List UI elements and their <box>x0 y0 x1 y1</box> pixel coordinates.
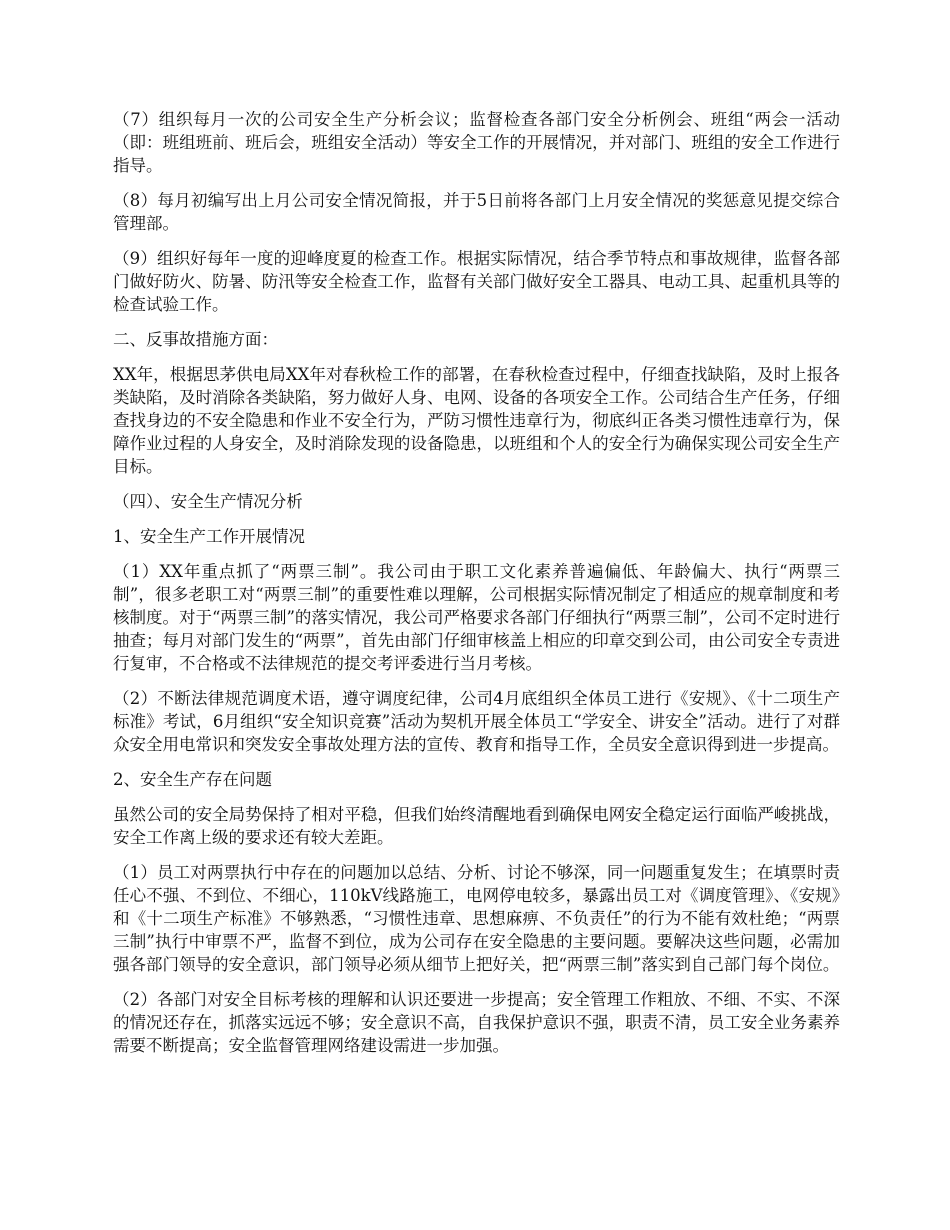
paragraph-problem-1: （1）员工对两票执行中存在的问题加以总结、分析、讨论不够深，同一问题重复发生；在填票时责任心不强、不到位、不细心，110kV线路施工，电网停电较多，暴露出员工对《调度管理》、《安规》和《十二项生产标准》不够熟悉，“习惯性违章、思想麻痹、不负责任”的行为不能有效杜绝；“两票三制”执行中审票不严，监督不到位，成为公司存在安全隐患的主要问题。要解决这些问题，必需加强各部门领导的安全意识，部门领导必须从细节上把好关，把“两票三制”落实到自己部门每个岗位。 <box>113 863 840 974</box>
subheading-work-progress: 1、安全生产工作开展情况 <box>113 527 305 546</box>
paragraph-problem-2: （2）各部门对安全目标考核的理解和认识还要进一步提高；安全管理工作粗放、不细、不实、不深的情况还存在，抓落实远远不够；安全意识不高，自我保护意识不强，职责不清，员工安全业务素养需要不断提高；安全监督管理网络建设需进一步加强。 <box>113 990 840 1055</box>
document-body <box>113 108 840 1069</box>
section-heading-anti-accident: 二、反事故措施方面： <box>113 330 278 349</box>
paragraph-item-9: （9）组织好每年一度的迎峰度夏的检查工作。根据实际情况，结合季节特点和事故规律，监督各部门做好防火、防暑、防汛等安全检查工作，监督有关部门做好安全工器具、电动工具、起重机具等的检查试验工作。 <box>113 249 840 314</box>
section-heading-safety-analysis: （四）、安全生产情况分析 <box>113 492 303 511</box>
paragraph-anti-accident: XX年，根据思茅供电局XX年对春秋检工作的部署，在春秋检查过程中，仔细查找缺陷，及时上报各类缺陷，及时消除各类缺陷，努力做好人身、电网、设备的各项安全工作。公司结合生产任务，仔细查找身边的不安全隐患和作业不安全行为，严防习惯性违章行为，彻底纠正各类习惯性违章行为，保障作业过程的人身安全，及时消除发现的设备隐患，以班组和个人的安全行为确保实现公司安全生产目标。 <box>113 365 840 476</box>
paragraph-item-7: （7）组织每月一次的公司安全生产分析会议；监督检查各部门安全分析例会、班组“两会一活动（即：班组班前、班后会，班组安全活动）等安全工作的开展情况，并对部门、班组的安全工作进行指导。 <box>113 110 840 175</box>
paragraph-progress-2: （2）不断法律规范调度术语，遵守调度纪律，公司4月底组织全体员工进行《安规》、《十二项生产标准》考试，6月组织“安全知识竞赛”活动为契机开展全体员工“学安全、讲安全”活动。进行了对群众安全用电常识和突发安全事故处理方法的宣传、教育和指导工作，全员安全意识得到进一步提高。 <box>113 689 840 754</box>
subheading-existing-problems: 2、安全生产存在问题 <box>113 770 272 789</box>
paragraph-item-8: （8）每月初编写出上月公司安全情况简报，并于5日前将各部门上月安全情况的奖惩意见提交综合管理部。 <box>113 191 840 233</box>
paragraph-problems-intro: 虽然公司的安全局势保持了相对平稳，但我们始终清醒地看到确保电网安全稳定运行面临严峻挑战，安全工作离上级的要求还有较大差距。 <box>113 805 840 847</box>
paragraph-progress-1: （1）XX年重点抓了“两票三制”。我公司由于职工文化素养普遍偏低、年龄偏大、执行“两票三制”，很多老职工对“两票三制”的重要性难以理解，公司根据实际情况制定了相适应的规章制度和考核制度。对于“两票三制”的落实情况，我公司严格要求各部门仔细执行“两票三制”，公司不定时进行抽查；每月对部门发生的“两票”，首先由部门仔细审核盖上相应的印章交到公司，由公司安全专责进行复审，不合格或不法律规范的提交考评委进行当月考核。 <box>113 562 840 673</box>
